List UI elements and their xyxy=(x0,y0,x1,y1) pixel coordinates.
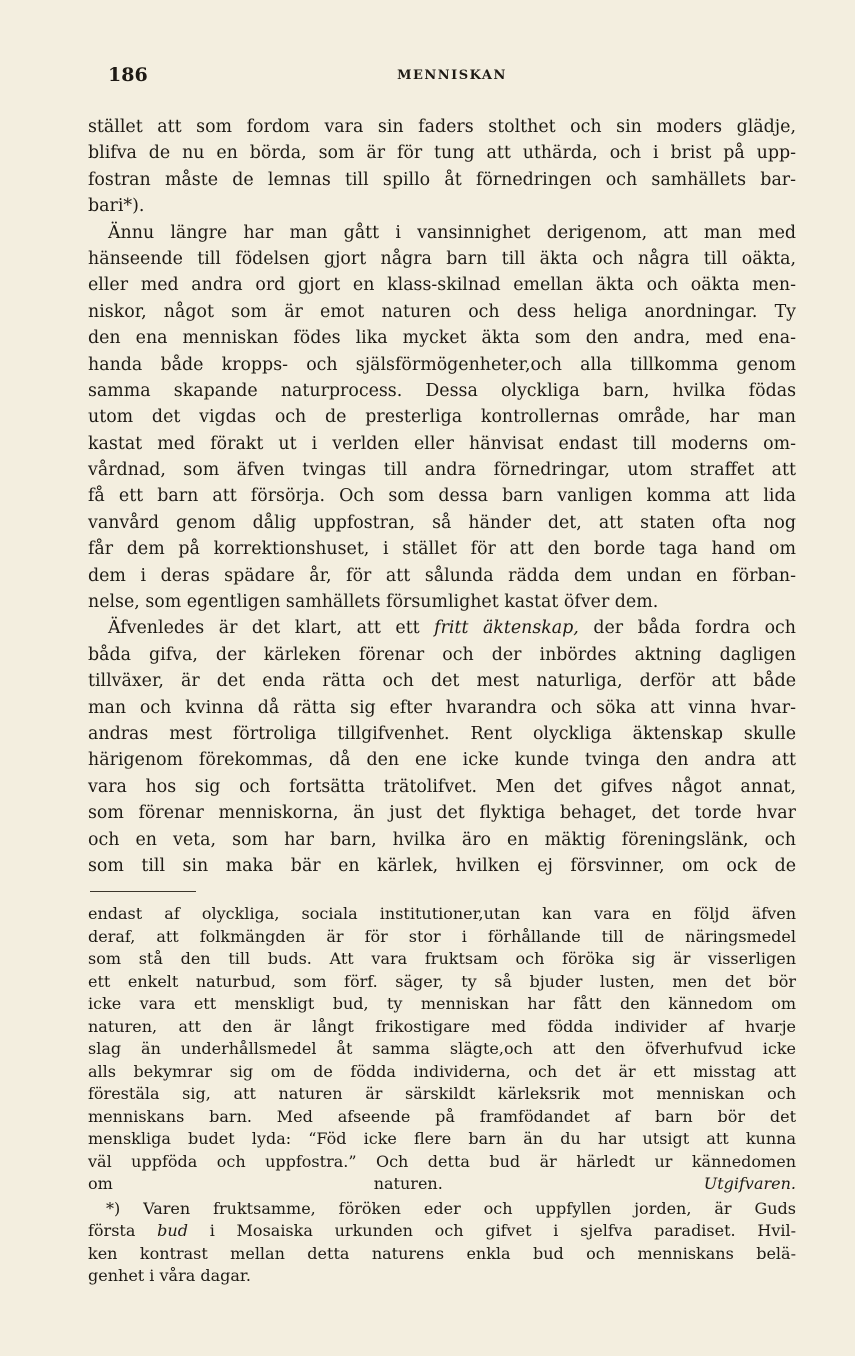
footnote-line: menniskans barn. Med afseende på framfödandet af barn bör det xyxy=(88,1106,796,1126)
text-line: Ännu längre har man gått i vansinnighet derigenom, att man med xyxy=(108,222,796,243)
italic-word: bud xyxy=(157,1221,188,1240)
footnote-line: alls bekymrar sig om de födda individerna, och det är ett misstag att xyxy=(88,1061,796,1081)
main-text xyxy=(88,114,796,879)
text-line: vanvård genom dålig uppfostran, så händer det, att staten ofta nog xyxy=(88,512,796,533)
text-line: utom det vigdas och de presterliga kontrollernas område, har man xyxy=(88,407,796,428)
footnote-line: menskliga budet lyda: “Föd icke flere barn än du har utsigt att kunna xyxy=(88,1129,796,1148)
text-line-with-italic xyxy=(88,615,796,641)
text-line: eller med andra ord gjort en klass-skilnad emellan äkta och oäkta men- xyxy=(88,275,796,296)
text-segment: om naturen. xyxy=(88,1174,443,1193)
footnote-divider xyxy=(90,891,196,892)
text-line: hänseende till födelsen gjort några barn till äkta och några till oäkta, xyxy=(88,248,796,269)
text-line: kastat med förakt ut i verlden eller hänvisat endast till moderns om- xyxy=(88,433,796,454)
running-head: MENNISKAN xyxy=(397,68,507,83)
text-line: båda gifva, der kärleken förenar och der inbördes aktning dagligen xyxy=(88,644,796,665)
text-line: vårdnad, som äfven tvingas till andra förnedringar, utom straffet att xyxy=(88,460,796,481)
text-line: stället att som fordom vara sin faders stolthet och sin moders glädje, xyxy=(88,117,796,137)
footnote-line: väl uppföda och uppfostra.” Och detta bud är härledt ur kännedomen xyxy=(88,1151,796,1171)
text-line: handa både kropps- och själsförmögenheter,och alla tillkomma genom xyxy=(88,354,796,375)
text-segment: Äfvenledes är det klart, att ett xyxy=(108,618,420,639)
footnote-line: deraf, att folkmängden är för stor i förhållande till de näringsmedel xyxy=(88,926,796,946)
text-segment: första xyxy=(88,1221,136,1240)
text-line: dem i deras spädare år, för att sålunda rädda dem undan en förban- xyxy=(88,565,796,586)
italic-phrase: fritt äktenskap, xyxy=(434,618,579,639)
footnote-line: slag än underhållsmedel åt samma slägte,och att den öfverhufvud icke xyxy=(88,1039,796,1058)
text-line: få ett barn att försörja. Och som dessa barn vanligen komma att lida xyxy=(88,486,796,507)
signature: Utgifvaren. xyxy=(703,1174,796,1193)
text-line: får dem på korrektionshuset, i stället för att den borde taga hand om xyxy=(88,539,796,560)
footnote-line: ett enkelt naturbud, som förf. säger, ty så bjuder lusten, men det bör xyxy=(88,971,796,991)
footnote-line: *) Varen fruktsamme, föröken eder och uppfyllen jorden, är Guds xyxy=(106,1198,796,1218)
footnote-line: naturen, att den är långt frikostigare med födda individer af hvarje xyxy=(88,1016,796,1036)
footnote-line: förestäla sig, att naturen är särskildt kärleksrik mot menniskan och xyxy=(88,1084,796,1103)
text-line: tillväxer, är det enda rätta och det mest naturliga, derför att både xyxy=(88,671,796,692)
text-line: vara hos sig och fortsätta trätolifvet. Men det gifves något annat, xyxy=(88,776,796,797)
text-line: härigenom förekommas, då den ene icke kunde tvinga den andra att xyxy=(88,750,796,771)
page-header xyxy=(108,64,796,90)
footnote-line: ken kontrast mellan detta naturens enkla bud och menniskans belä- xyxy=(88,1243,796,1263)
page-number: 186 xyxy=(108,64,148,86)
text-line: blifva de nu en börda, som är för tung att uthärda, och i brist på upp- xyxy=(88,143,796,164)
text-line: samma skapande naturprocess. Dessa olyckliga barn, hvilka födas xyxy=(88,380,796,401)
footnote-line-with-signature xyxy=(88,1173,796,1196)
text-line: som förenar menniskorna, än just det flyktiga behaget, det torde hvar xyxy=(88,803,796,824)
text-line: man och kvinna då rätta sig efter hvarandra och söka att vinna hvar- xyxy=(88,697,796,718)
text-line: bari*). xyxy=(88,196,145,217)
footnotes xyxy=(88,903,796,1288)
footnote-line: icke vara ett menskligt bud, ty menniskan har fått den kännedom om xyxy=(88,994,796,1013)
text-line: som till sin maka bär en kärlek, hvilken ej försvinner, om ock de xyxy=(88,855,796,876)
footnote-line: som stå den till buds. Att vara fruktsam och föröka sig är visserligen xyxy=(88,949,796,968)
text-line: den ena menniskan födes lika mycket äkta som den andra, med ena- xyxy=(88,328,796,349)
footnote-line: genhet i våra dagar. xyxy=(88,1266,251,1285)
footnote-line-with-italic xyxy=(88,1220,796,1243)
text-line: andras mest förtroliga tillgifvenhet. Rent olyckliga äktenskap skulle xyxy=(88,723,796,744)
footnote-line: endast af olyckliga, sociala institutioner,utan kan vara en följd äfven xyxy=(88,904,796,923)
text-line: nelse, som egentligen samhällets försumlighet kastat öfver dem. xyxy=(88,592,659,613)
text-segment: i Mosaiska urkunden och gifvet i sjelfva paradiset. Hvil- xyxy=(209,1221,796,1240)
text-segment: der båda fordra och xyxy=(593,618,796,639)
text-line: niskor, något som är emot naturen och dess heliga anordningar. Ty xyxy=(88,301,796,322)
text-line: och en veta, som har barn, hvilka äro en mäktig föreningslänk, och xyxy=(88,829,796,850)
text-line: fostran måste de lemnas till spillo åt förnedringen och samhällets bar- xyxy=(88,169,796,190)
